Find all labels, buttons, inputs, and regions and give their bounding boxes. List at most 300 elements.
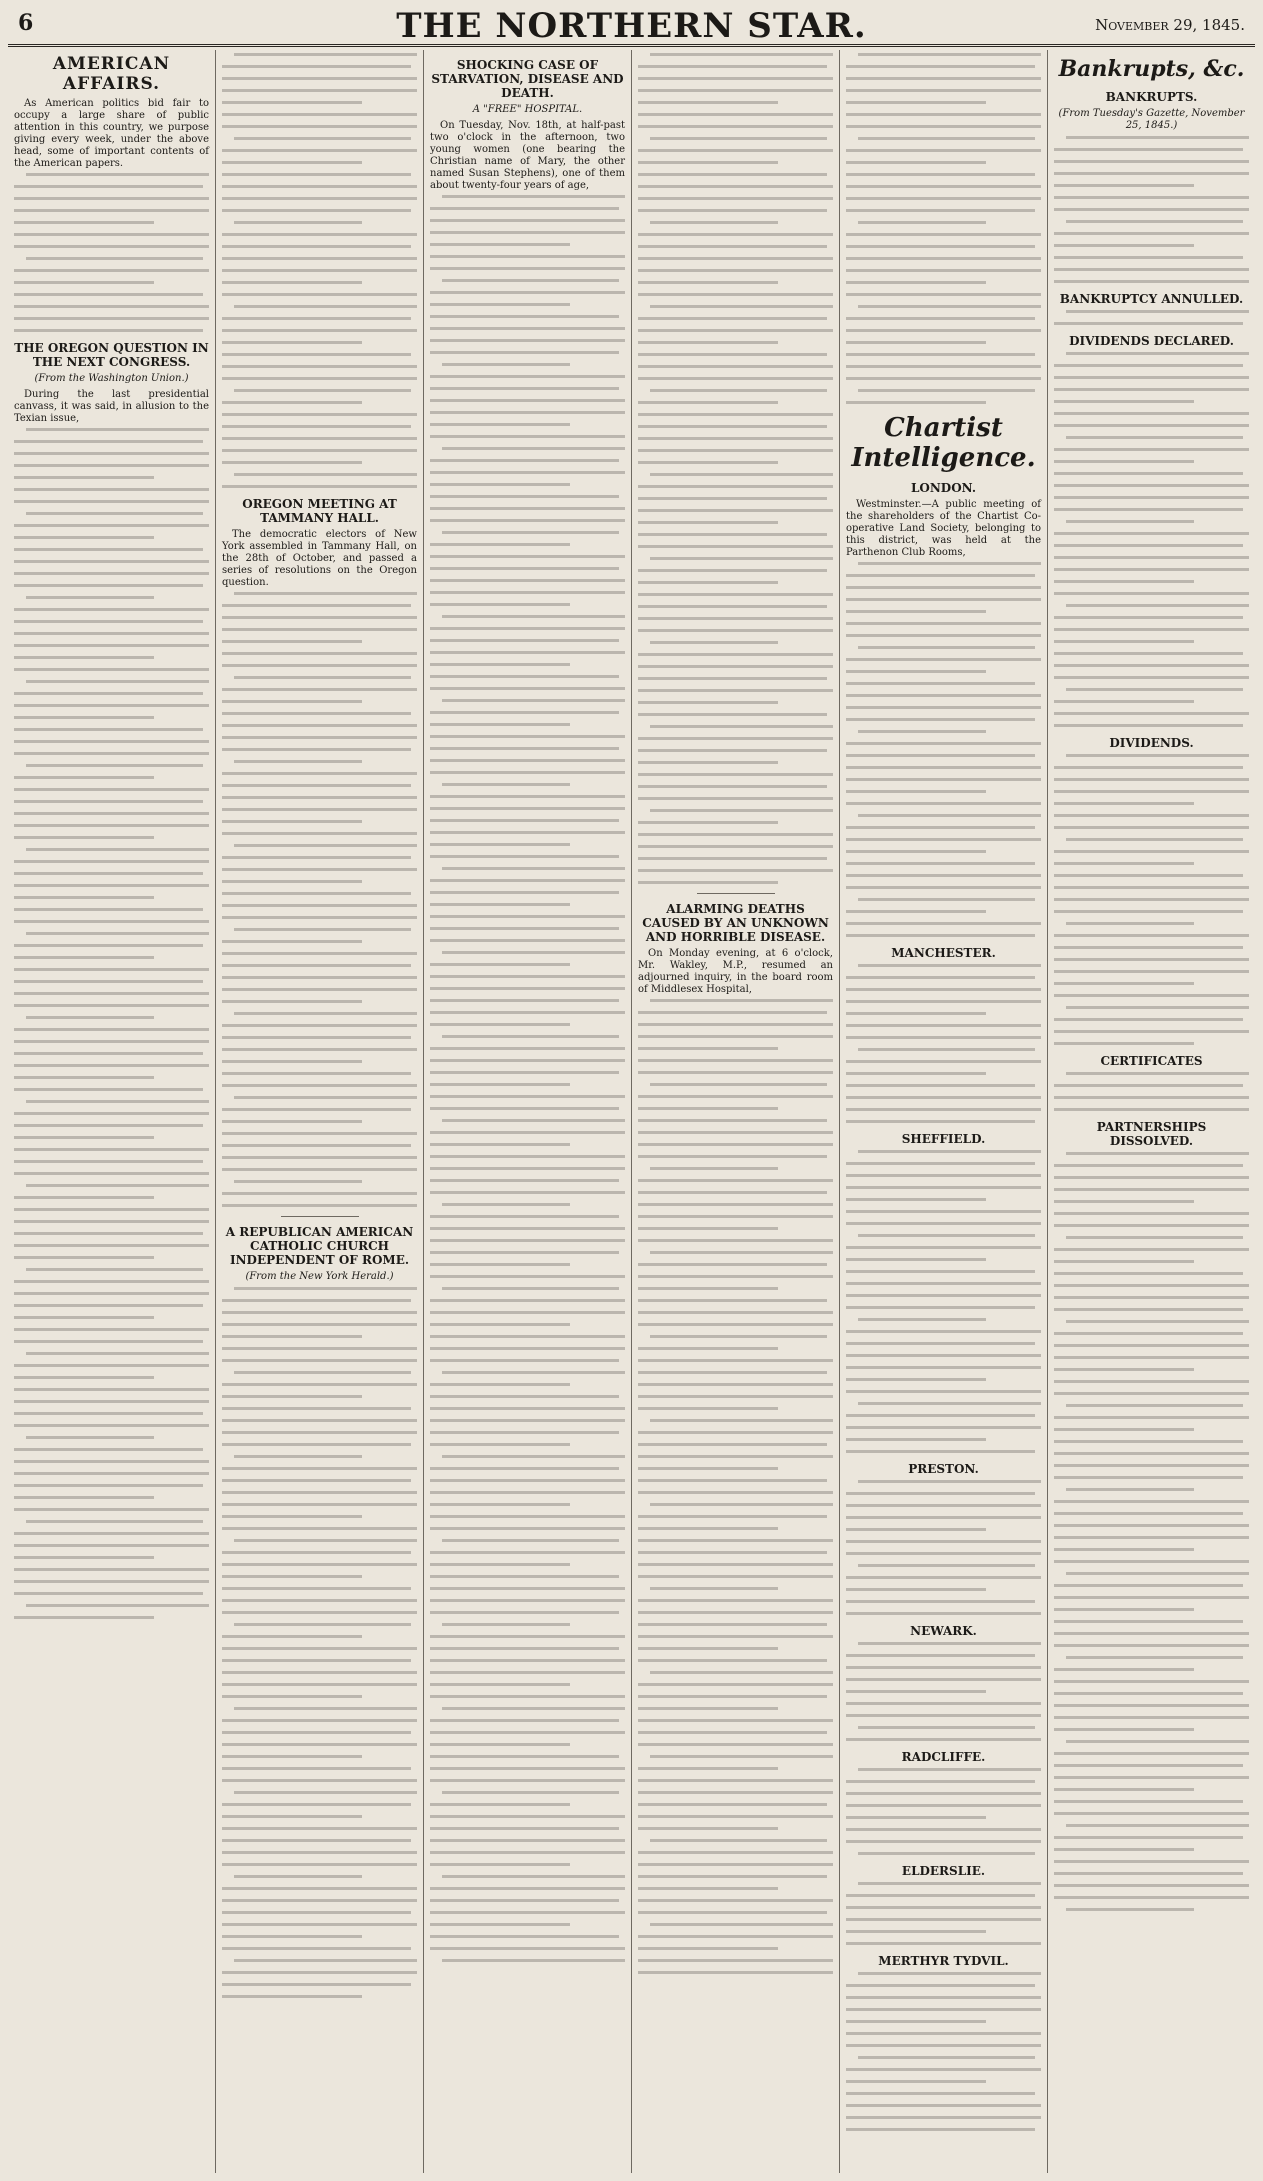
text-line xyxy=(846,910,986,913)
text-line xyxy=(430,1863,570,1866)
text-line xyxy=(26,1100,209,1103)
text-line xyxy=(1054,652,1243,655)
text-line xyxy=(1054,1620,1243,1623)
text-line xyxy=(1054,802,1194,805)
text-line xyxy=(430,435,625,438)
text-line xyxy=(638,509,833,512)
text-line xyxy=(638,1071,833,1074)
text-line xyxy=(222,1467,417,1470)
text-line xyxy=(430,543,570,546)
text-line xyxy=(14,1580,209,1583)
text-line xyxy=(234,1180,362,1183)
text-line xyxy=(846,1246,1041,1249)
text-line xyxy=(1054,1030,1249,1033)
text-line xyxy=(430,1335,625,1338)
text-line xyxy=(222,1899,417,1902)
text-line xyxy=(858,1726,1035,1729)
text-body xyxy=(846,964,1041,1123)
text-line xyxy=(14,1424,209,1427)
text-line xyxy=(1054,1272,1243,1275)
text-line xyxy=(14,1364,209,1367)
text-line xyxy=(638,1515,827,1518)
text-line xyxy=(14,1556,154,1559)
text-line xyxy=(638,437,833,440)
columns-container xyxy=(8,50,1255,2173)
text-line xyxy=(222,1036,411,1039)
text-line xyxy=(430,1587,625,1590)
text-body xyxy=(1054,1152,1249,1311)
text-line xyxy=(846,1342,1035,1345)
text-line xyxy=(222,868,417,871)
text-line xyxy=(430,1755,619,1758)
text-line xyxy=(846,1516,1041,1519)
text-line xyxy=(638,293,833,296)
text-line xyxy=(222,449,417,452)
text-line xyxy=(638,1059,833,1062)
text-line xyxy=(430,927,619,930)
text-line xyxy=(442,1539,619,1542)
text-line xyxy=(430,603,570,606)
text-line xyxy=(1066,1656,1243,1659)
text-line xyxy=(14,920,209,923)
text-line xyxy=(1054,322,1243,325)
text-line xyxy=(234,1096,417,1099)
text-line xyxy=(222,1299,411,1302)
text-line xyxy=(638,197,833,200)
text-line xyxy=(858,1150,1041,1153)
text-line xyxy=(14,1244,209,1247)
text-line xyxy=(846,1804,1041,1807)
text-line xyxy=(638,1011,827,1014)
text-line xyxy=(14,560,209,563)
text-line xyxy=(430,351,619,354)
text-line xyxy=(430,1023,570,1026)
text-line xyxy=(638,1371,827,1374)
text-line xyxy=(430,1827,619,1830)
text-line xyxy=(638,845,833,848)
text-line xyxy=(1054,1392,1249,1395)
text-line xyxy=(638,1239,833,1242)
text-line xyxy=(846,1792,1041,1795)
text-line xyxy=(1054,424,1249,427)
text-line xyxy=(846,694,1041,697)
text-line xyxy=(222,1383,417,1386)
text-line xyxy=(846,1588,986,1591)
text-line xyxy=(430,675,619,678)
text-line xyxy=(638,545,833,548)
text-line xyxy=(14,572,209,575)
text-line xyxy=(222,1779,417,1782)
text-line xyxy=(650,1083,827,1086)
text-line xyxy=(430,1383,570,1386)
text-line xyxy=(14,464,209,467)
text-line xyxy=(222,1647,417,1650)
text-line xyxy=(846,1552,1041,1555)
text-line xyxy=(638,1731,827,1734)
article-headline: LONDON. xyxy=(910,481,977,495)
text-line xyxy=(14,1112,209,1115)
text-line xyxy=(222,1192,417,1195)
text-line xyxy=(846,1162,1035,1165)
text-line xyxy=(430,651,625,654)
text-line xyxy=(638,113,833,116)
text-line xyxy=(846,1270,1035,1273)
text-body xyxy=(222,592,417,1207)
text-line xyxy=(1054,1728,1194,1731)
text-line xyxy=(430,1443,570,1446)
article-paragraph: On Tuesday, Nov. 18th, at half-past two o'clock in the afternoon, two young women (one bearing the Christian name of Mary, the other named Susan Stephens), one of them about twenty-four years of age, xyxy=(430,120,625,191)
text-line xyxy=(430,567,619,570)
text-line xyxy=(222,1491,417,1494)
column-2 xyxy=(216,50,424,2173)
text-line xyxy=(14,740,209,743)
text-line xyxy=(222,65,411,68)
text-line xyxy=(638,365,833,368)
text-line xyxy=(846,862,1035,865)
text-line xyxy=(222,1395,362,1398)
text-line xyxy=(442,1371,625,1374)
text-line xyxy=(1054,1704,1249,1707)
text-line xyxy=(222,964,411,967)
text-line xyxy=(222,1731,411,1734)
article-headline: CERTIFICATES xyxy=(1100,1054,1203,1068)
text-line xyxy=(222,1048,417,1051)
text-line xyxy=(1054,1596,1249,1599)
text-line xyxy=(638,449,833,452)
text-line xyxy=(222,1515,362,1518)
text-line xyxy=(1054,1836,1243,1839)
text-line xyxy=(638,161,778,164)
text-line xyxy=(846,125,1041,128)
text-line xyxy=(14,1280,209,1283)
text-line xyxy=(14,800,203,803)
text-line xyxy=(14,980,203,983)
text-line xyxy=(846,1330,1041,1333)
text-line xyxy=(430,903,570,906)
text-line xyxy=(638,245,827,248)
text-line xyxy=(1054,1464,1249,1467)
text-line xyxy=(430,507,625,510)
text-line xyxy=(638,761,778,764)
text-line xyxy=(14,716,154,719)
text-line xyxy=(14,452,209,455)
text-line xyxy=(858,898,1035,901)
text-line xyxy=(846,1666,1041,1669)
text-line xyxy=(846,838,1041,841)
text-line xyxy=(858,1642,1041,1645)
text-line xyxy=(846,2080,986,2083)
text-line xyxy=(222,856,411,859)
text-line xyxy=(638,1227,778,1230)
text-line xyxy=(14,1232,203,1235)
text-line xyxy=(638,1311,833,1314)
text-line xyxy=(1054,172,1249,175)
text-line xyxy=(846,317,1035,320)
text-line xyxy=(14,1376,154,1379)
text-line xyxy=(430,1155,625,1158)
text-line xyxy=(1054,1584,1243,1587)
text-line xyxy=(1054,1476,1243,1479)
text-line xyxy=(638,1959,833,1962)
text-line xyxy=(222,173,411,176)
text-line xyxy=(234,1707,417,1710)
text-line xyxy=(222,700,362,703)
text-line xyxy=(222,724,417,727)
text-line xyxy=(430,1431,619,1434)
text-line xyxy=(14,1544,209,1547)
column-4 xyxy=(632,50,840,2173)
text-line xyxy=(222,1887,417,1890)
text-line xyxy=(222,185,417,188)
text-line xyxy=(846,1816,986,1819)
text-line xyxy=(650,1587,778,1590)
text-line xyxy=(1054,1176,1249,1179)
text-line xyxy=(858,1234,1035,1237)
text-line xyxy=(14,548,203,551)
text-line xyxy=(430,795,625,798)
text-line xyxy=(1054,640,1194,643)
text-line xyxy=(222,1659,411,1662)
text-line xyxy=(222,1527,417,1530)
text-line xyxy=(1066,838,1243,841)
text-line xyxy=(846,1840,1041,1843)
text-line xyxy=(222,317,411,320)
text-line xyxy=(638,149,833,152)
text-line xyxy=(430,1899,619,1902)
text-line xyxy=(222,89,417,92)
text-line xyxy=(26,1520,203,1523)
text-line xyxy=(234,1539,417,1542)
text-body xyxy=(1054,136,1249,283)
text-line xyxy=(846,401,986,404)
text-line xyxy=(846,1984,1035,1987)
text-line xyxy=(430,1779,625,1782)
text-line xyxy=(222,233,417,236)
text-line xyxy=(14,944,203,947)
text-line xyxy=(638,1047,778,1050)
text-line xyxy=(222,1407,411,1410)
text-line xyxy=(222,329,417,332)
text-line xyxy=(26,596,154,599)
article-headline: PARTNERSHIPS DISSOLVED. xyxy=(1096,1120,1207,1148)
text-line xyxy=(858,1768,1041,1771)
text-line xyxy=(846,245,1035,248)
text-line xyxy=(1054,1536,1249,1539)
text-line xyxy=(638,497,827,500)
article-paragraph: On Monday evening, at 6 o'clock, Mr. Wakley, M.P., resumed an adjourned inquiry, in the board room of Middlesex Hospital, xyxy=(638,948,833,995)
text-line xyxy=(846,1294,1041,1297)
article-paragraph: As American politics bid fair to occupy a large share of public attention in this country, we purpose giving every week, under the above head, some of important contents of the American papers. xyxy=(14,98,209,169)
text-line xyxy=(846,1198,986,1201)
text-line xyxy=(846,1186,1041,1189)
text-line xyxy=(1054,958,1249,961)
text-line xyxy=(638,1899,833,1902)
text-line xyxy=(638,605,827,608)
article-headline: A REPUBLICAN AMERICAN CATHOLIC CHURCH INDEPENDENT OF ROME. xyxy=(225,1225,414,1267)
text-line xyxy=(1054,376,1249,379)
text-line xyxy=(638,713,827,716)
text-line xyxy=(846,1174,1041,1177)
text-line xyxy=(222,1204,417,1207)
text-line xyxy=(638,701,778,704)
text-line xyxy=(222,1827,417,1830)
text-line xyxy=(222,425,411,428)
column-1 xyxy=(8,50,216,2173)
text-line xyxy=(1054,460,1194,463)
text-line xyxy=(430,1263,570,1266)
text-line xyxy=(430,591,625,594)
text-line xyxy=(222,988,417,991)
text-line xyxy=(222,1144,411,1147)
text-line xyxy=(1054,148,1243,151)
text-line xyxy=(222,1323,417,1326)
text-line xyxy=(858,964,1041,967)
masthead xyxy=(8,4,1255,47)
text-line xyxy=(234,844,417,847)
text-line xyxy=(638,281,778,284)
issue-date: November 29, 1845. xyxy=(1095,16,1245,34)
text-line xyxy=(222,976,417,979)
text-line xyxy=(234,676,411,679)
text-line xyxy=(222,664,417,667)
text-line xyxy=(14,1136,154,1139)
text-line xyxy=(638,257,833,260)
text-line xyxy=(1054,1872,1243,1875)
newspaper-title: THE NORTHERN STAR. xyxy=(396,6,867,46)
text-line xyxy=(650,725,833,728)
text-line xyxy=(222,1635,362,1638)
text-line xyxy=(222,688,417,691)
text-line xyxy=(858,1564,1035,1567)
text-line xyxy=(430,975,625,978)
text-line xyxy=(430,1059,625,1062)
text-line xyxy=(1054,1248,1249,1251)
text-line xyxy=(430,723,570,726)
text-line xyxy=(846,1366,1041,1369)
text-line xyxy=(14,1220,209,1223)
text-line xyxy=(638,581,778,584)
text-line xyxy=(14,1532,209,1535)
text-line xyxy=(430,219,625,222)
text-line xyxy=(222,1611,417,1614)
text-line xyxy=(222,1815,362,1818)
text-line xyxy=(1054,910,1243,913)
text-line xyxy=(1054,826,1249,829)
text-line xyxy=(638,353,827,356)
text-line xyxy=(222,1935,362,1938)
text-line xyxy=(1054,1860,1249,1863)
text-line xyxy=(858,1882,1041,1885)
text-line xyxy=(14,872,203,875)
text-line xyxy=(430,1839,625,1842)
text-line xyxy=(638,1887,778,1890)
text-line xyxy=(430,819,619,822)
article-headline: MERTHYR TYDVIL. xyxy=(878,1954,1009,1968)
text-line xyxy=(846,1438,986,1441)
text-body xyxy=(430,195,625,1962)
text-line xyxy=(846,1600,1035,1603)
text-line xyxy=(430,1683,570,1686)
text-line xyxy=(222,1120,362,1123)
text-line xyxy=(846,718,1035,721)
text-line xyxy=(430,1227,625,1230)
text-line xyxy=(858,1402,1041,1405)
text-line xyxy=(638,1563,833,1566)
text-line xyxy=(1054,1018,1243,1021)
text-line xyxy=(430,1767,625,1770)
text-body xyxy=(638,53,833,884)
text-line xyxy=(430,339,625,342)
text-line xyxy=(1066,604,1249,607)
text-line xyxy=(638,1851,833,1854)
text-line xyxy=(14,476,154,479)
text-line xyxy=(1054,1548,1194,1551)
text-line xyxy=(638,65,827,68)
text-line xyxy=(846,2116,1041,2119)
text-line xyxy=(638,1479,827,1482)
text-line xyxy=(442,1875,625,1878)
text-line xyxy=(430,1731,625,1734)
text-line xyxy=(638,569,827,572)
article-headline: RADCLIFFE. xyxy=(901,1750,986,1764)
section-divider xyxy=(281,1216,359,1217)
article-paragraph: Westminster.—A public meeting of the shareholders of the Chartist Co-operative Land Society, belonging to this district, was held at the Parthenon Club Rooms, xyxy=(846,499,1041,558)
text-line xyxy=(430,1467,619,1470)
text-line xyxy=(1054,544,1243,547)
text-line xyxy=(1066,1740,1249,1743)
text-line xyxy=(14,1484,203,1487)
text-line xyxy=(846,377,1041,380)
text-line xyxy=(1066,1572,1249,1575)
text-line xyxy=(14,233,209,236)
text-line xyxy=(430,1851,625,1854)
column-3 xyxy=(424,50,632,2173)
text-line xyxy=(846,1714,1041,1717)
text-line xyxy=(222,413,417,416)
text-line xyxy=(638,1827,778,1830)
text-line xyxy=(1054,268,1249,271)
text-line xyxy=(638,329,833,332)
text-line xyxy=(14,1460,209,1463)
text-line xyxy=(222,1000,362,1003)
text-line xyxy=(638,173,827,176)
text-line xyxy=(26,1184,209,1187)
text-line xyxy=(638,785,827,788)
text-line xyxy=(846,1690,986,1693)
text-line xyxy=(14,1316,154,1319)
text-line xyxy=(430,747,619,750)
text-line xyxy=(14,956,154,959)
text-line xyxy=(14,1472,209,1475)
text-line xyxy=(442,1959,625,1962)
text-line xyxy=(14,1172,209,1175)
text-line xyxy=(430,483,570,486)
text-line xyxy=(1054,1332,1243,1335)
text-line xyxy=(222,1743,417,1746)
text-line xyxy=(14,500,209,503)
text-line xyxy=(650,557,833,560)
text-line xyxy=(14,1256,154,1259)
text-line xyxy=(638,1611,833,1614)
text-line xyxy=(638,1215,833,1218)
text-line xyxy=(222,796,417,799)
text-line xyxy=(430,459,619,462)
text-body xyxy=(1054,352,1249,727)
text-line xyxy=(846,281,986,284)
text-line xyxy=(638,1551,827,1554)
text-line xyxy=(14,992,209,995)
text-line xyxy=(14,620,203,623)
